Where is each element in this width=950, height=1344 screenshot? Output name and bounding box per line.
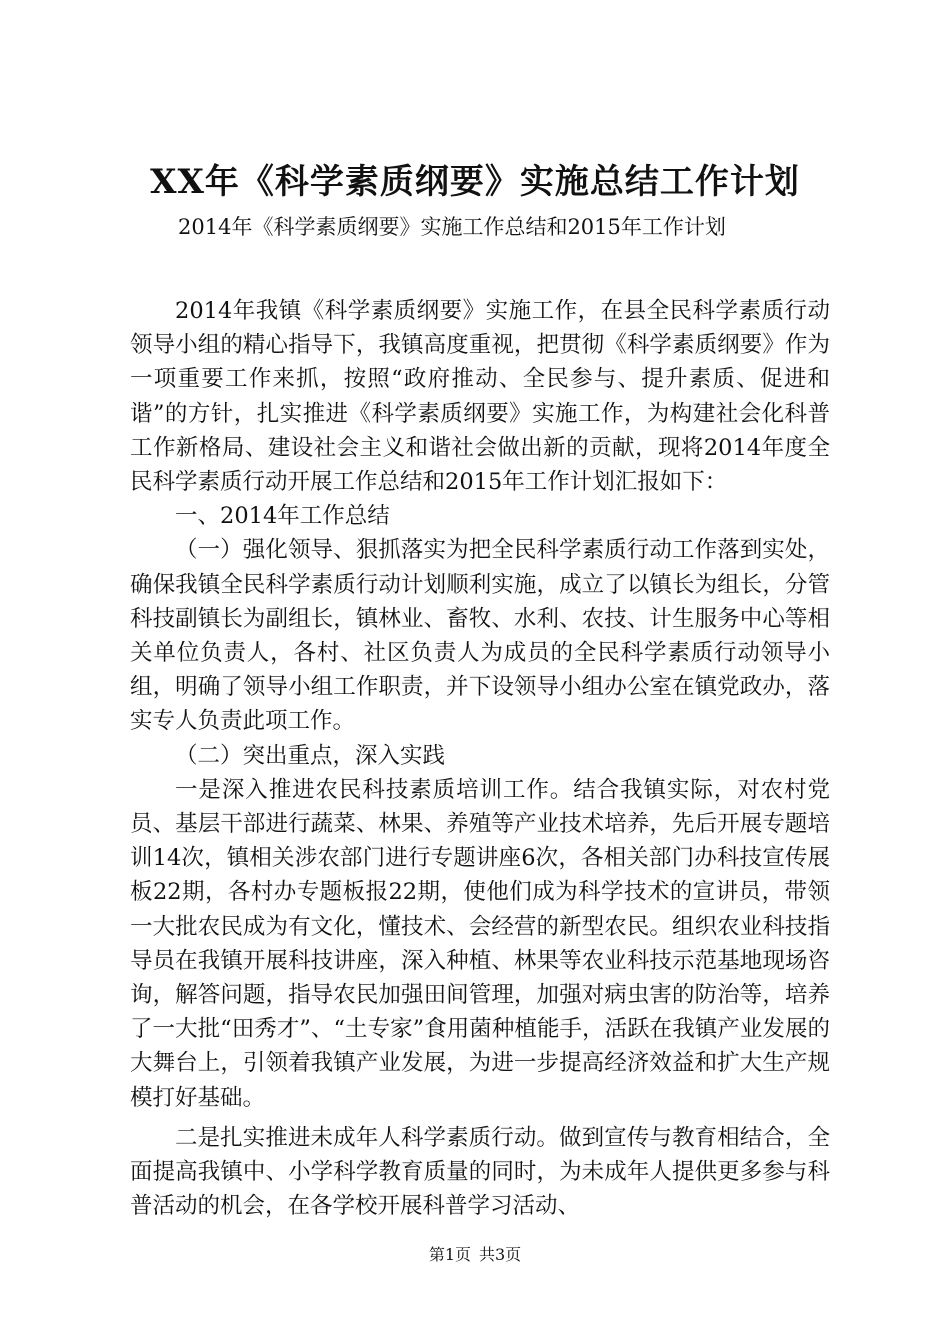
heading-subsection-2: （二）突出重点，深入实践 [175, 742, 446, 769]
document-body [130, 294, 830, 1223]
page-number: 第1页 [428, 1245, 471, 1264]
paragraph-intro: 2014年我镇《科学素质纲要》实施工作，在县全民科学素质行动领导小组的精心指导下，我镇高度重视，把贯彻《科学素质纲要》作为一项重要工作来抓，按照“政府推动、全民参与、提升素质、促进和谐”的方针，扎实推进《科学素质纲要》实施工作，为构建社会化科普工作新格局、建设社会主义和谐社会做出新的贡献，现将2014年度全民科学素质行动开展工作总结和2015年工作计划汇报如下： [130, 298, 830, 496]
document-subtitle: 2014年《科学素质纲要》实施工作总结和2015年工作计划 [178, 215, 726, 239]
paragraph-minors: 二是扎实推进未成年人科学素质行动。做到宣传与教育相结合，全面提高我镇中、小学科学教育质量的同时，为未成年人提供更多参与科普活动的机会，在各学校开展科普学习活动、 [130, 1124, 830, 1220]
page-footer [0, 1244, 950, 1266]
paragraph-leadership: （一）强化领导、狠抓落实为把全民科学素质行动工作落到实处，确保我镇全民科学素质行动计划顺利实施，成立了以镇长为组长，分管科技副镇长为副组长，镇林业、畜牧、水利、农技、计生服务中心等相关单位负责人，各村、社区负责人为成员的全民科学素质行动领导小组，明确了领导小组工作职责，并下设领导小组办公室在镇党政办，落实专人负责此项工作。 [130, 537, 830, 735]
paragraph-farmer-training: 一是深入推进农民科技素质培训工作。结合我镇实际，对农村党员、基层干部进行蔬菜、林果、养殖等产业技术培养，先后开展专题培训14次，镇相关涉农部门进行专题讲座6次，各相关部门办科技宣传展板22期，各村办专题板报22期，使他们成为科学技术的宣讲员，带领一大批农民成为有文化，懂技术、会经营的新型农民。组织农业科技指导员在我镇开展科技讲座，深入种植、林果等农业科技示范基地现场咨询，解答问题，指导农民加强田间管理，加强对病虫害的防治等，培养了一大批“田秀才”、“土专家”食用菌种植能手，活跃在我镇产业发展的大舞台上，引领着我镇产业发展，为进一步提高经济效益和扩大生产规模打好基础。 [130, 776, 830, 1111]
document-title: XX年《科学素质纲要》实施总结工作计划 [150, 162, 800, 202]
page-total: 共3页 [479, 1245, 522, 1264]
heading-section-1: 一、2014年工作总结 [175, 503, 390, 530]
